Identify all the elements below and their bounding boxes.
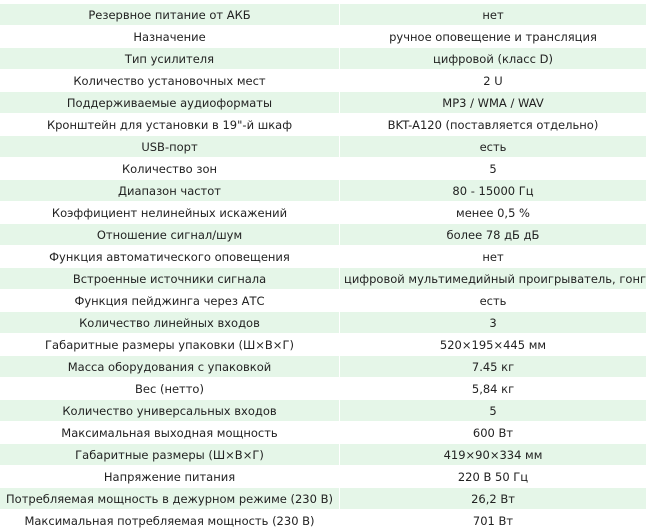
spec-name-cell: Функция пейджинга через АТС	[0, 290, 340, 312]
table-row	[0, 510, 646, 532]
spec-value-cell: 7.45 кг	[340, 356, 646, 378]
spec-value-cell: 600 Вт	[340, 422, 646, 444]
specifications-table	[0, 4, 646, 532]
table-row	[0, 312, 646, 334]
spec-name-cell: Масса оборудования с упаковкой	[0, 356, 340, 378]
spec-name-cell: Коэффициент нелинейных искажений	[0, 202, 340, 224]
spec-value-cell: ручное оповещение и трансляция	[340, 26, 646, 48]
table-row	[0, 92, 646, 114]
table-row	[0, 4, 646, 26]
table-row	[0, 290, 646, 312]
spec-value-cell: есть	[340, 136, 646, 158]
table-row	[0, 202, 646, 224]
spec-value-cell: 3	[340, 312, 646, 334]
spec-value-cell: менее 0,5 %	[340, 202, 646, 224]
table-row	[0, 488, 646, 510]
spec-name-cell: Резервное питание от АКБ	[0, 4, 340, 26]
table-row	[0, 378, 646, 400]
table-row	[0, 158, 646, 180]
table-row	[0, 180, 646, 202]
table-row	[0, 48, 646, 70]
table-row	[0, 246, 646, 268]
spec-name-cell: Назначение	[0, 26, 340, 48]
spec-value-cell: нет	[340, 246, 646, 268]
table-row	[0, 224, 646, 246]
spec-name-cell: USB-порт	[0, 136, 340, 158]
spec-value-cell: нет	[340, 4, 646, 26]
table-row	[0, 26, 646, 48]
table-row	[0, 356, 646, 378]
spec-name-cell: Количество линейных входов	[0, 312, 340, 334]
spec-name-cell: Отношение сигнал/шум	[0, 224, 340, 246]
spec-name-cell: Количество универсальных входов	[0, 400, 340, 422]
spec-name-cell: Количество зон	[0, 158, 340, 180]
spec-value-cell: 5	[340, 158, 646, 180]
spec-name-cell: Максимальная потребляемая мощность (230 В)	[0, 510, 340, 532]
table-row	[0, 334, 646, 356]
spec-value-cell: 220 В 50 Гц	[340, 466, 646, 488]
spec-value-cell: 419×90×334 мм	[340, 444, 646, 466]
spec-name-cell: Поддерживаемые аудиоформаты	[0, 92, 340, 114]
spec-value-cell: цифровой (класс D)	[340, 48, 646, 70]
table-row	[0, 400, 646, 422]
spec-name-cell: Диапазон частот	[0, 180, 340, 202]
spec-value-cell: BKT-A120 (поставляется отдельно)	[340, 114, 646, 136]
spec-name-cell: Габаритные размеры упаковки (Ш×В×Г)	[0, 334, 340, 356]
spec-name-cell: Кронштейн для установки в 19"-й шкаф	[0, 114, 340, 136]
spec-name-cell: Габаритные размеры (Ш×В×Г)	[0, 444, 340, 466]
spec-value-cell: есть	[340, 290, 646, 312]
table-row	[0, 444, 646, 466]
spec-value-cell: 26,2 Вт	[340, 488, 646, 510]
spec-value-cell: 5	[340, 400, 646, 422]
spec-name-cell: Потребляемая мощность в дежурном режиме (230 В)	[0, 488, 340, 510]
spec-value-cell: 2 U	[340, 70, 646, 92]
spec-name-cell: Максимальная выходная мощность	[0, 422, 340, 444]
spec-value-cell: 5,84 кг	[340, 378, 646, 400]
table-row	[0, 70, 646, 92]
spec-value-cell: MP3 / WMA / WAV	[340, 92, 646, 114]
spec-value-cell: 520×195×445 мм	[340, 334, 646, 356]
spec-value-cell: 701 Вт	[340, 510, 646, 532]
spec-name-cell: Тип усилителя	[0, 48, 340, 70]
table-row	[0, 268, 646, 290]
table-row	[0, 466, 646, 488]
table-row	[0, 136, 646, 158]
specifications-body	[0, 4, 646, 532]
spec-name-cell: Напряжение питания	[0, 466, 340, 488]
table-row	[0, 114, 646, 136]
spec-name-cell: Функция автоматического оповещения	[0, 246, 340, 268]
spec-name-cell: Количество установочных мест	[0, 70, 340, 92]
spec-value-cell: цифровой мультимедийный проигрыватель, гонг	[340, 268, 646, 290]
spec-value-cell: более 78 дБ дБ	[340, 224, 646, 246]
table-row	[0, 422, 646, 444]
spec-name-cell: Встроенные источники сигнала	[0, 268, 340, 290]
spec-value-cell: 80 - 15000 Гц	[340, 180, 646, 202]
spec-name-cell: Вес (нетто)	[0, 378, 340, 400]
